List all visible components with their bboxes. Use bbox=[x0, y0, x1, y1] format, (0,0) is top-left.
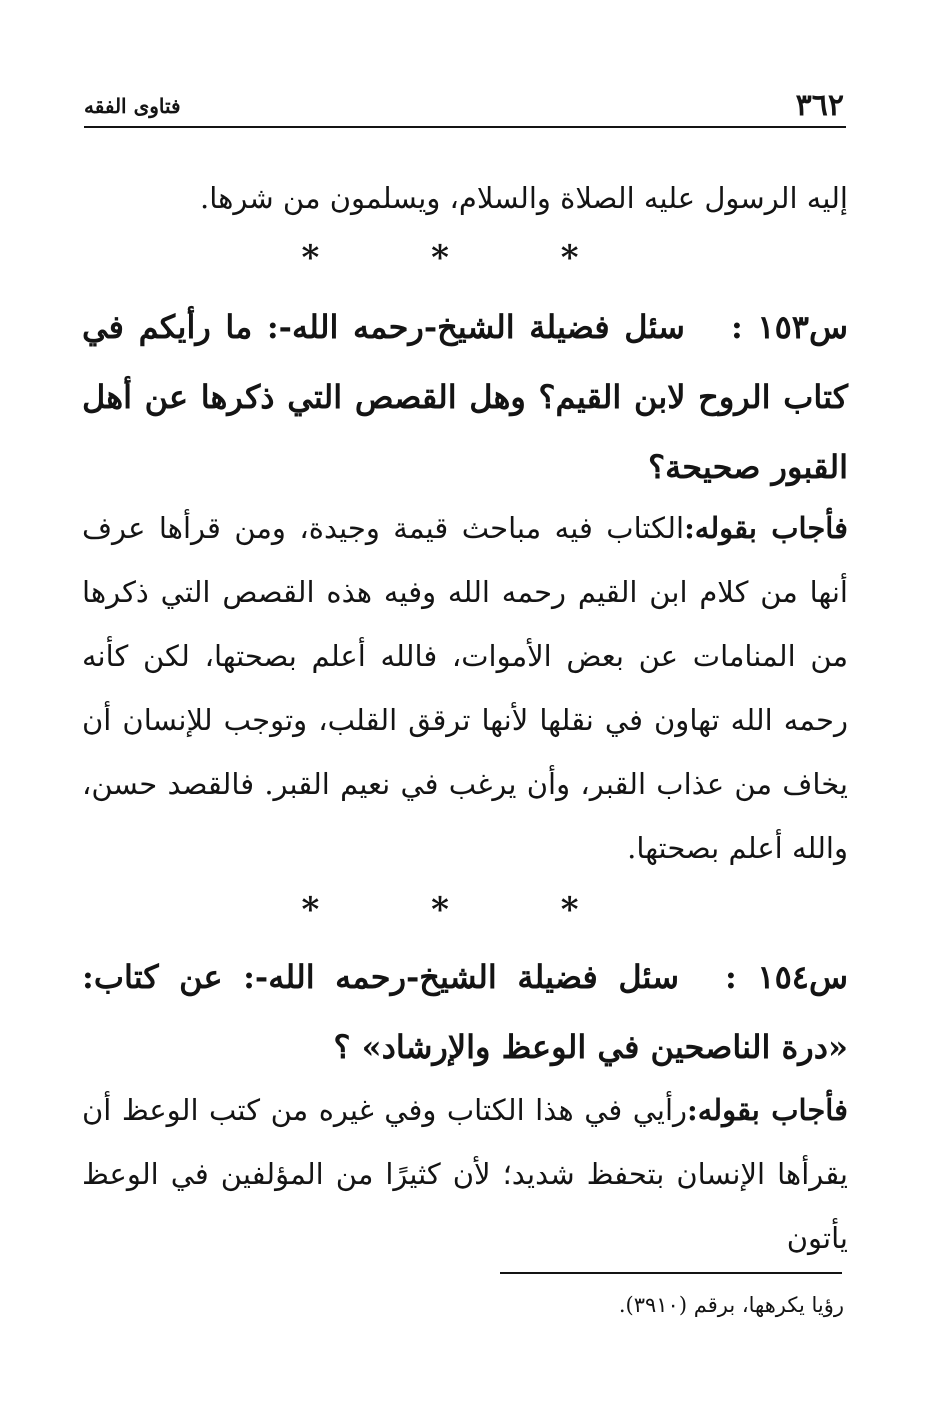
running-title: فتاوى الفقه bbox=[84, 94, 181, 118]
footnote: رؤيا يكرهها، برقم (٣٩١٠). bbox=[618, 1293, 844, 1317]
question-number: س١٥٤ : bbox=[725, 958, 849, 996]
question-text: سئل فضيلة الشيخ-رحمه الله-: عن كتاب: «درة الناصحين في الوعظ والإرشاد» ؟ bbox=[82, 958, 848, 1066]
intro-line: إليه الرسول عليه الصلاة والسلام، ويسلمون من شرها. bbox=[200, 181, 848, 215]
section-separator: * * * bbox=[301, 890, 629, 930]
footnote-rule bbox=[500, 1272, 842, 1274]
answer-text: الكتاب فيه مباحث قيمة وجيدة، ومن قرأها عرف أنها من كلام ابن القيم رحمه الله وفيه هذه القصص التي ذكرها من المنامات عن بعض الأموات، فالله أعلم بصحتها، لكن كأنه رحمه الله تهاون في نقلها لأنها ترقق القلب، وتوجب للإنسان أن يخاف من عذاب القبر، وأن يرغب في نعيم القبر. فالقصد حسن، والله أعلم بصحتها. bbox=[82, 511, 848, 865]
question-154 bbox=[82, 942, 848, 1082]
question-153 bbox=[82, 292, 848, 502]
answer-153 bbox=[82, 496, 848, 880]
answer-lead: فأجاب بقوله: bbox=[687, 1093, 848, 1127]
answer-154 bbox=[82, 1078, 848, 1270]
answer-text: رأيي في هذا الكتاب وفي غيره من كتب الوعظ أن يقرأها الإنسان بتحفظ شديد؛ لأن كثيرًا من المؤلفين في الوعظ يأتون bbox=[82, 1093, 848, 1255]
intro-paragraph bbox=[82, 166, 848, 230]
answer-lead: فأجاب بقوله: bbox=[684, 511, 848, 545]
page-header bbox=[84, 88, 844, 124]
section-separator: * * * bbox=[301, 238, 629, 278]
question-text: سئل فضيلة الشيخ-رحمه الله-: ما رأيكم في كتاب الروح لابن القيم؟ وهل القصص التي ذكرها عن أهل القبور صحيحة؟ bbox=[82, 308, 848, 486]
question-number: س١٥٣ : bbox=[730, 308, 849, 346]
header-rule bbox=[84, 126, 846, 128]
page-number: ٣٦٢ bbox=[795, 88, 844, 123]
